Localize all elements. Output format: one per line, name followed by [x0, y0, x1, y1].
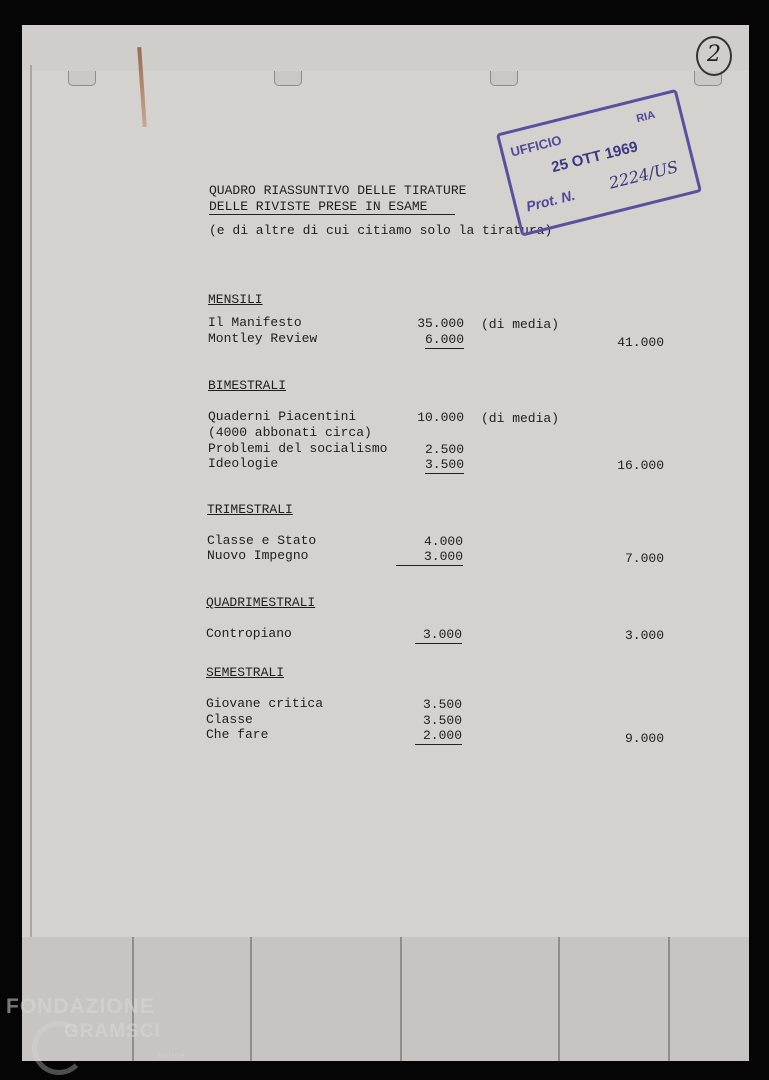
row-value: 3.500	[422, 697, 462, 712]
row-value: 3.500	[424, 457, 464, 472]
row-name: Il Manifesto	[208, 315, 302, 330]
archive-watermark	[6, 995, 206, 1075]
row-name: Problemi del socialismo	[208, 441, 388, 456]
row-name: Classe	[206, 712, 253, 727]
row-value: 6.000	[424, 332, 464, 347]
underlay-line	[400, 937, 402, 1061]
section-total: 7.000	[624, 551, 664, 566]
section-total: 41.000	[617, 335, 664, 350]
section-heading: MENSILI	[208, 292, 263, 307]
section-heading: BIMESTRALI	[208, 378, 287, 393]
row-value: 2.000	[415, 728, 462, 745]
underlay-line	[250, 937, 252, 1061]
title-line-2: DELLE RIVISTE PRESE IN ESAME	[209, 199, 455, 215]
row-name: Classe e Stato	[207, 533, 317, 548]
subtitle: (e di altre di cui citiamo solo la tiratura)	[209, 223, 553, 238]
row-value: 3.000	[415, 627, 462, 644]
row-value: 4.000	[423, 534, 463, 549]
stamp-prot-number: 2224/US	[606, 157, 681, 193]
row-value: 3.000	[396, 549, 463, 566]
underlay-line	[558, 937, 560, 1061]
row-value: 3.500	[422, 713, 462, 728]
row-name: (4000 abbonati circa)	[208, 425, 372, 440]
row-note: (di media)	[481, 317, 560, 332]
row-name: Montley Review	[208, 331, 318, 346]
row-name: Contropiano	[206, 626, 292, 641]
title-line-1: QUADRO RIASSUNTIVO DELLE TIRATURE	[209, 183, 467, 198]
scanned-page	[22, 25, 749, 1061]
row-note: (di media)	[481, 411, 560, 426]
section-heading: QUADRIMESTRALI	[206, 595, 316, 610]
watermark-g-icon	[32, 1021, 86, 1075]
stamp-date: 25 OTT 1969	[549, 138, 640, 177]
watermark-small: online	[158, 1051, 186, 1060]
stamp-office: UFFICIO	[509, 132, 564, 160]
row-value: 2.500	[424, 442, 464, 457]
watermark-line-1: FONDAZIONE	[6, 995, 155, 1018]
section-total: 16.000	[617, 458, 664, 473]
handwritten-page-number: 2	[696, 36, 732, 76]
row-name: Che fare	[206, 727, 269, 742]
row-value: 35.000	[417, 316, 464, 331]
watermark-line-2: GRAMSCI	[64, 1021, 161, 1042]
section-heading: TRIMESTRALI	[207, 502, 293, 517]
row-name: Ideologie	[208, 456, 279, 471]
section-heading: SEMESTRALI	[206, 665, 285, 680]
row-name: Quaderni Piacentini	[208, 409, 357, 424]
row-value: 10.000	[417, 410, 464, 425]
stamp-office-tail: RIA	[635, 108, 657, 126]
underlay-line	[668, 937, 670, 1061]
row-name: Nuovo Impegno	[207, 548, 309, 563]
section-total: 3.000	[624, 628, 664, 643]
row-name: Giovane critica	[206, 696, 324, 711]
section-total: 9.000	[624, 731, 664, 746]
stamp-prot-label: Prot. N.	[524, 186, 577, 215]
